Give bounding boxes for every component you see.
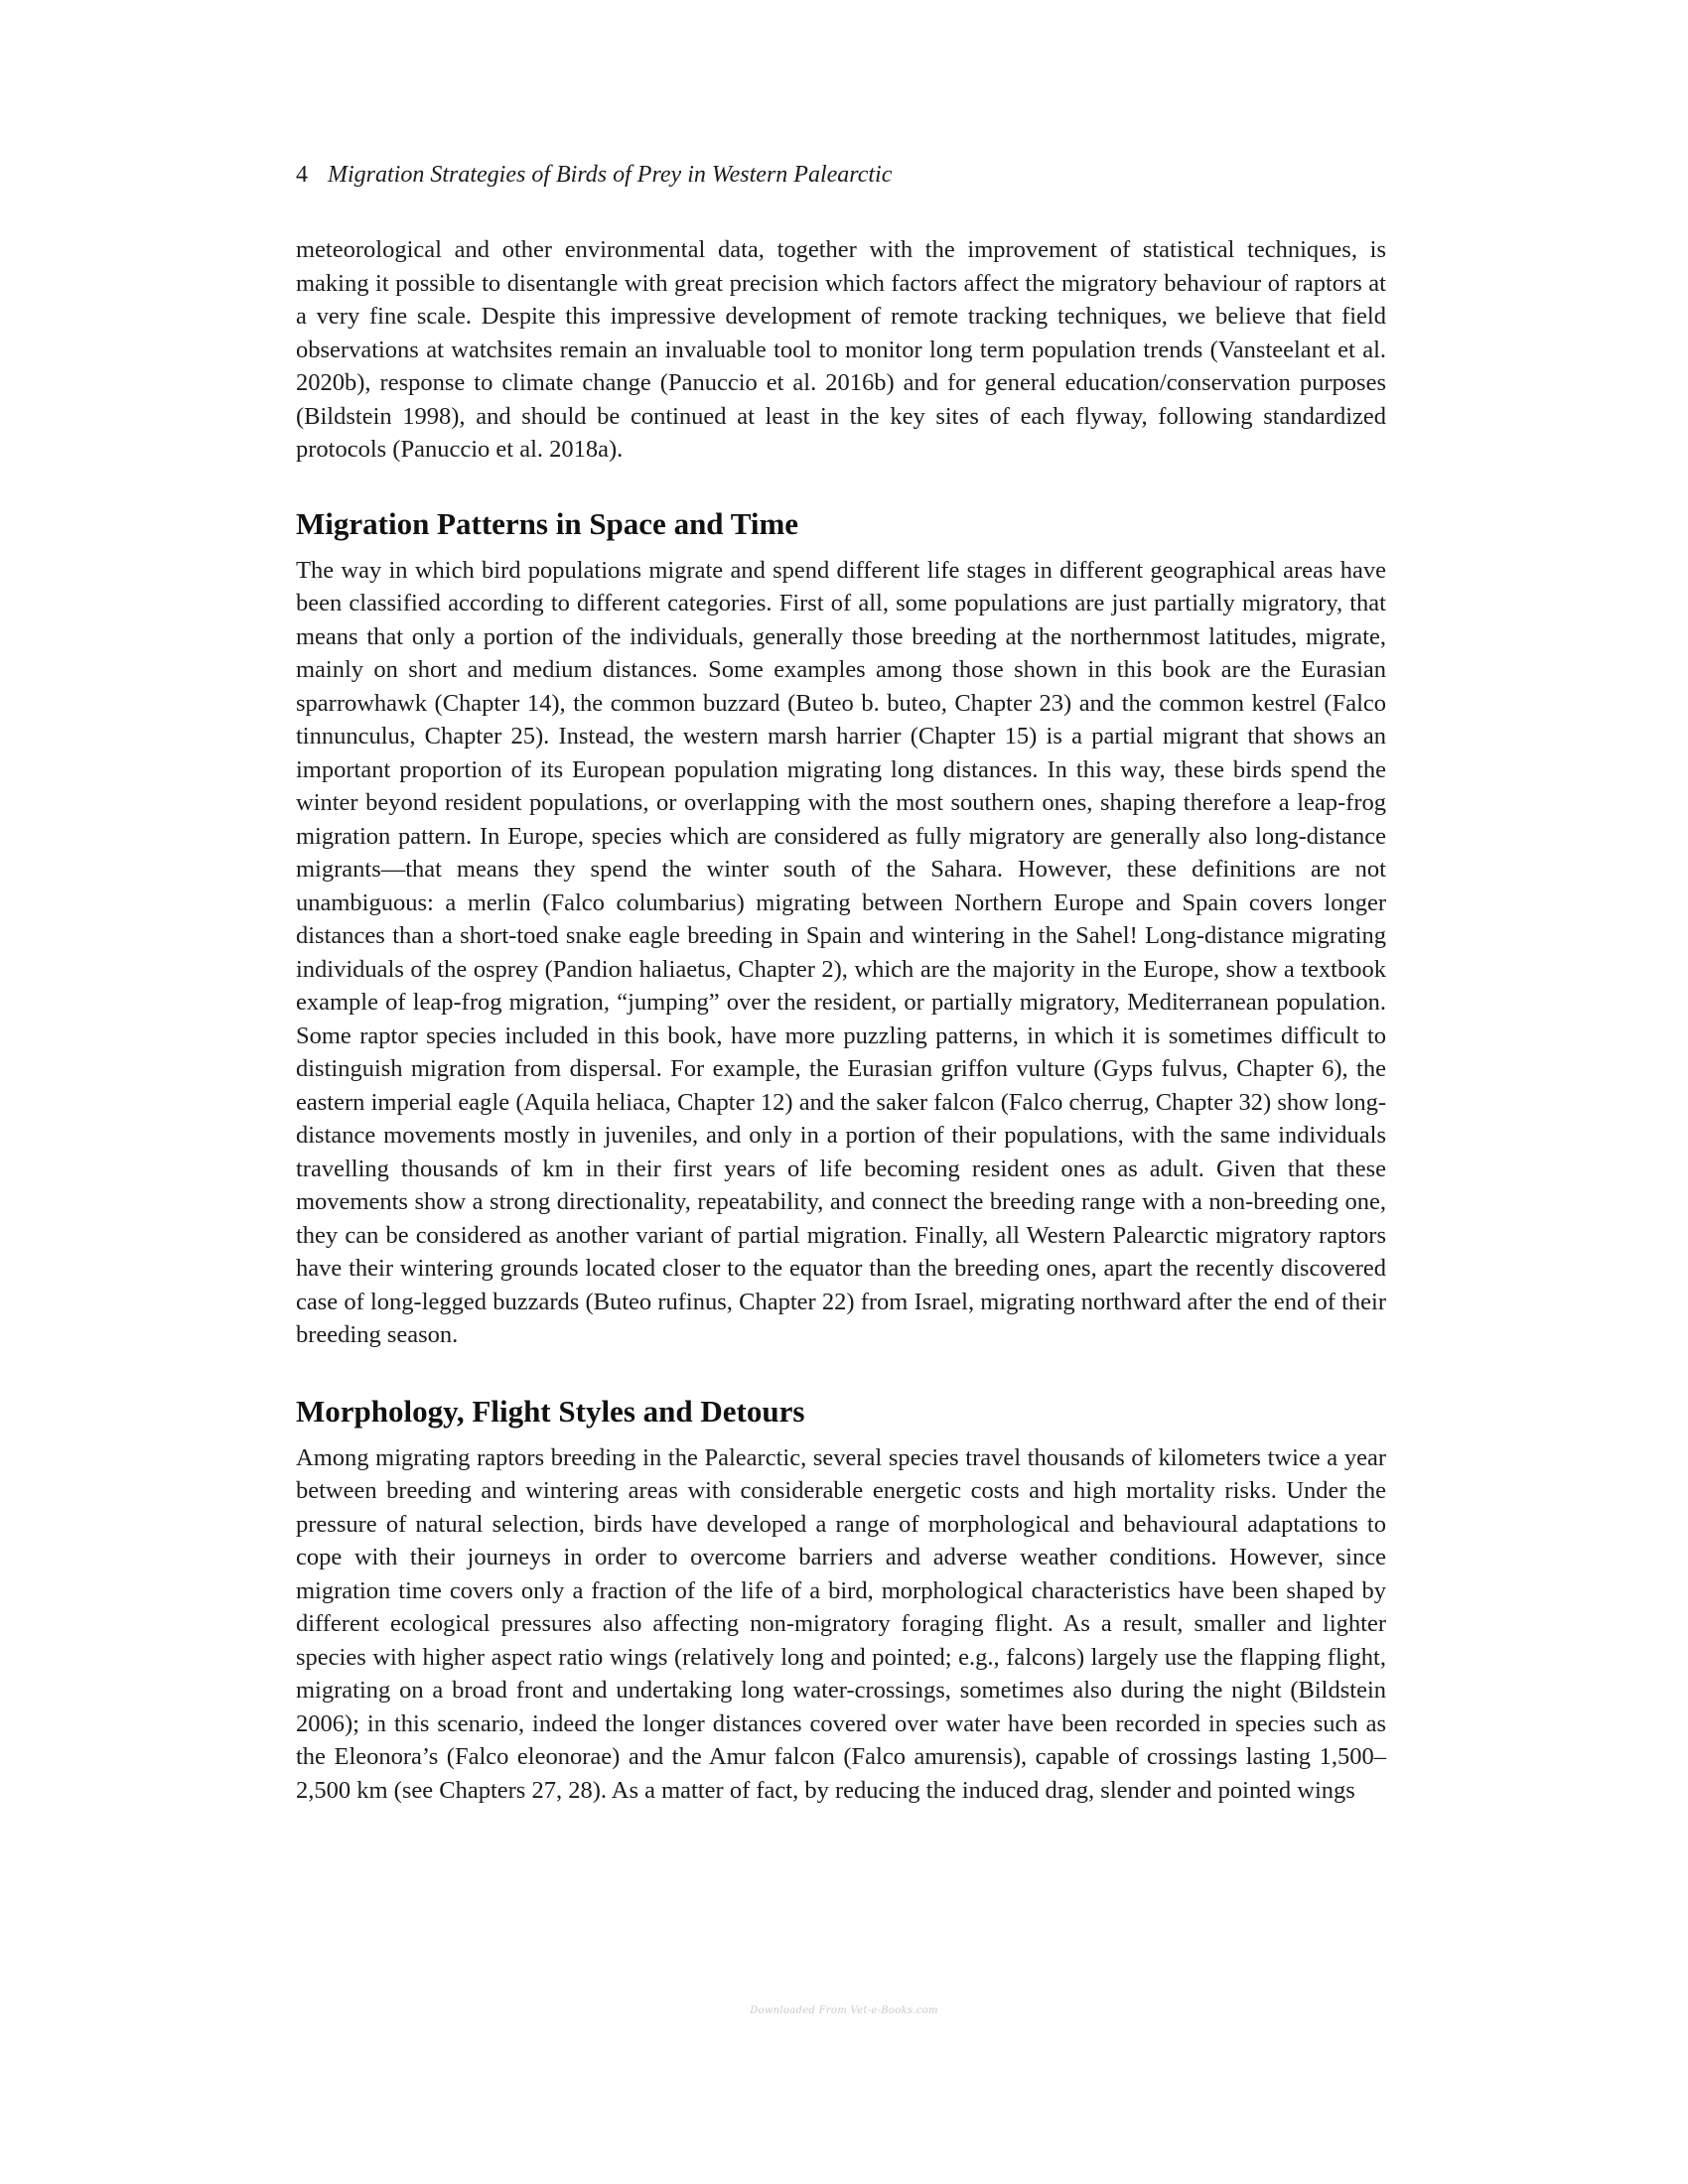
- running-header: [296, 159, 892, 191]
- paragraph-intro-continuation: meteorological and other environmental data, together with the improvement of statistical techniques, is making it possible to disentangle with great precision which factors affect the migratory behaviour of raptors at a very fine scale. Despite this impressive development of remote tracking techniques, we believe that field observations at watchsites remain an invaluable tool to monitor long term population trends (Vansteelant et al. 2020b), response to climate change (Panuccio et al. 2016b) and for general education/conservation purposes (Bildstein 1998), and should be continued at least in the key sites of each flyway, following standardized protocols (Panuccio et al. 2018a).: [296, 236, 1386, 463]
- running-title: Migration Strategies of Birds of Prey in Western Palearctic: [328, 162, 893, 188]
- paragraph-migration-patterns: The way in which bird populations migrate and spend different life stages in different geographical areas have been classified according to different categories. First of all, some populations are just partially migratory, that means that only a portion of the individuals, generally those breeding at the northernmost latitudes, migrate, mainly on short and medium distances. Some examples among those shown in this book are the Eurasian sparrowhawk (Chapter 14), the common buzzard (Buteo b. buteo, Chapter 23) and the common kestrel (Falco tinnunculus, Chapter 25). Instead, the western marsh harrier (Chapter 15) is a partial migrant that shows an important proportion of its European population migrating long distances. In this way, these birds spend the winter beyond resident populations, or overlapping with the most southern ones, shaping therefore a leap-frog migration pattern. In Europe, species which are considered as fully migratory are generally also long-distance migrants—that means they spend the winter south of the Sahara. However, these definitions are not unambiguous: a merlin (Falco columbarius) migrating between Northern Europe and Spain covers longer distances than a short-toed snake eagle breeding in Spain and wintering in the Sahel! Long-distance migrating individuals of the osprey (Pandion haliaetus, Chapter 2), which are the majority in the Europe, show a textbook example of leap-frog migration, “jumping” over the resident, or partially migratory, Mediterranean population. Some raptor species included in this book, have more puzzling patterns, in which it is sometimes difficult to distinguish migration from dispersal. For example, the Eurasian griffon vulture (Gyps fulvus, Chapter 6), the eastern imperial eagle (Aquila heliaca, Chapter 12) and the saker falcon (Falco cherrug, Chapter 32) show long-distance movements mostly in juveniles, and only in a portion of their populations, with the same individuals travelling thousands of km in their first years of life becoming resident ones as adult. Given that these movements show a strong directionality, repeatability, and connect the breeding range with a non-breeding one, they can be considered as another variant of partial migration. Finally, all Western Palearctic migratory raptors have their wintering grounds located closer to the equator than the breeding ones, apart the recently discovered case of long-legged buzzards (Buteo rufinus, Chapter 22) from Israel, migrating northward after the end of their breeding season.: [296, 556, 1386, 1348]
- download-watermark: Downloaded From Vet-e-Books.com: [750, 2005, 938, 2016]
- page-number: 4: [296, 162, 308, 188]
- paragraph-morphology: Among migrating raptors breeding in the Palearctic, several species travel thousands of kilometers twice a year between breeding and wintering areas with considerable energetic costs and high mortality risks. Under the pressure of natural selection, birds have developed a range of morphological and behavioural adaptations to cope with their journeys in order to overcome barriers and adverse weather conditions. However, since migration time covers only a fraction of the life of a bird, morphological characteristics have been shaped by different ecological pressures also affecting non-migratory foraging flight. As a result, smaller and lighter species with higher aspect ratio wings (relatively long and pointed; e.g., falcons) largely use the flapping flight, migrating on a broad front and undertaking long water-crossings, sometimes also during the night (Bildstein 2006); in this scenario, indeed the longer distances covered over water have been recorded in species such as the Eleonora’s (Falco eleonorae) and the Amur falcon (Falco amurensis), capable of crossings lasting 1,500–2,500 km (see Chapters 27, 28). As a matter of fact, by reducing the induced drag, slender and pointed wings: [296, 1443, 1386, 1804]
- section-heading-morphology: Morphology, Flight Styles and Detours: [296, 1393, 805, 1429]
- section-heading-migration-patterns: Migration Patterns in Space and Time: [296, 505, 799, 541]
- body-text: [296, 233, 1386, 1807]
